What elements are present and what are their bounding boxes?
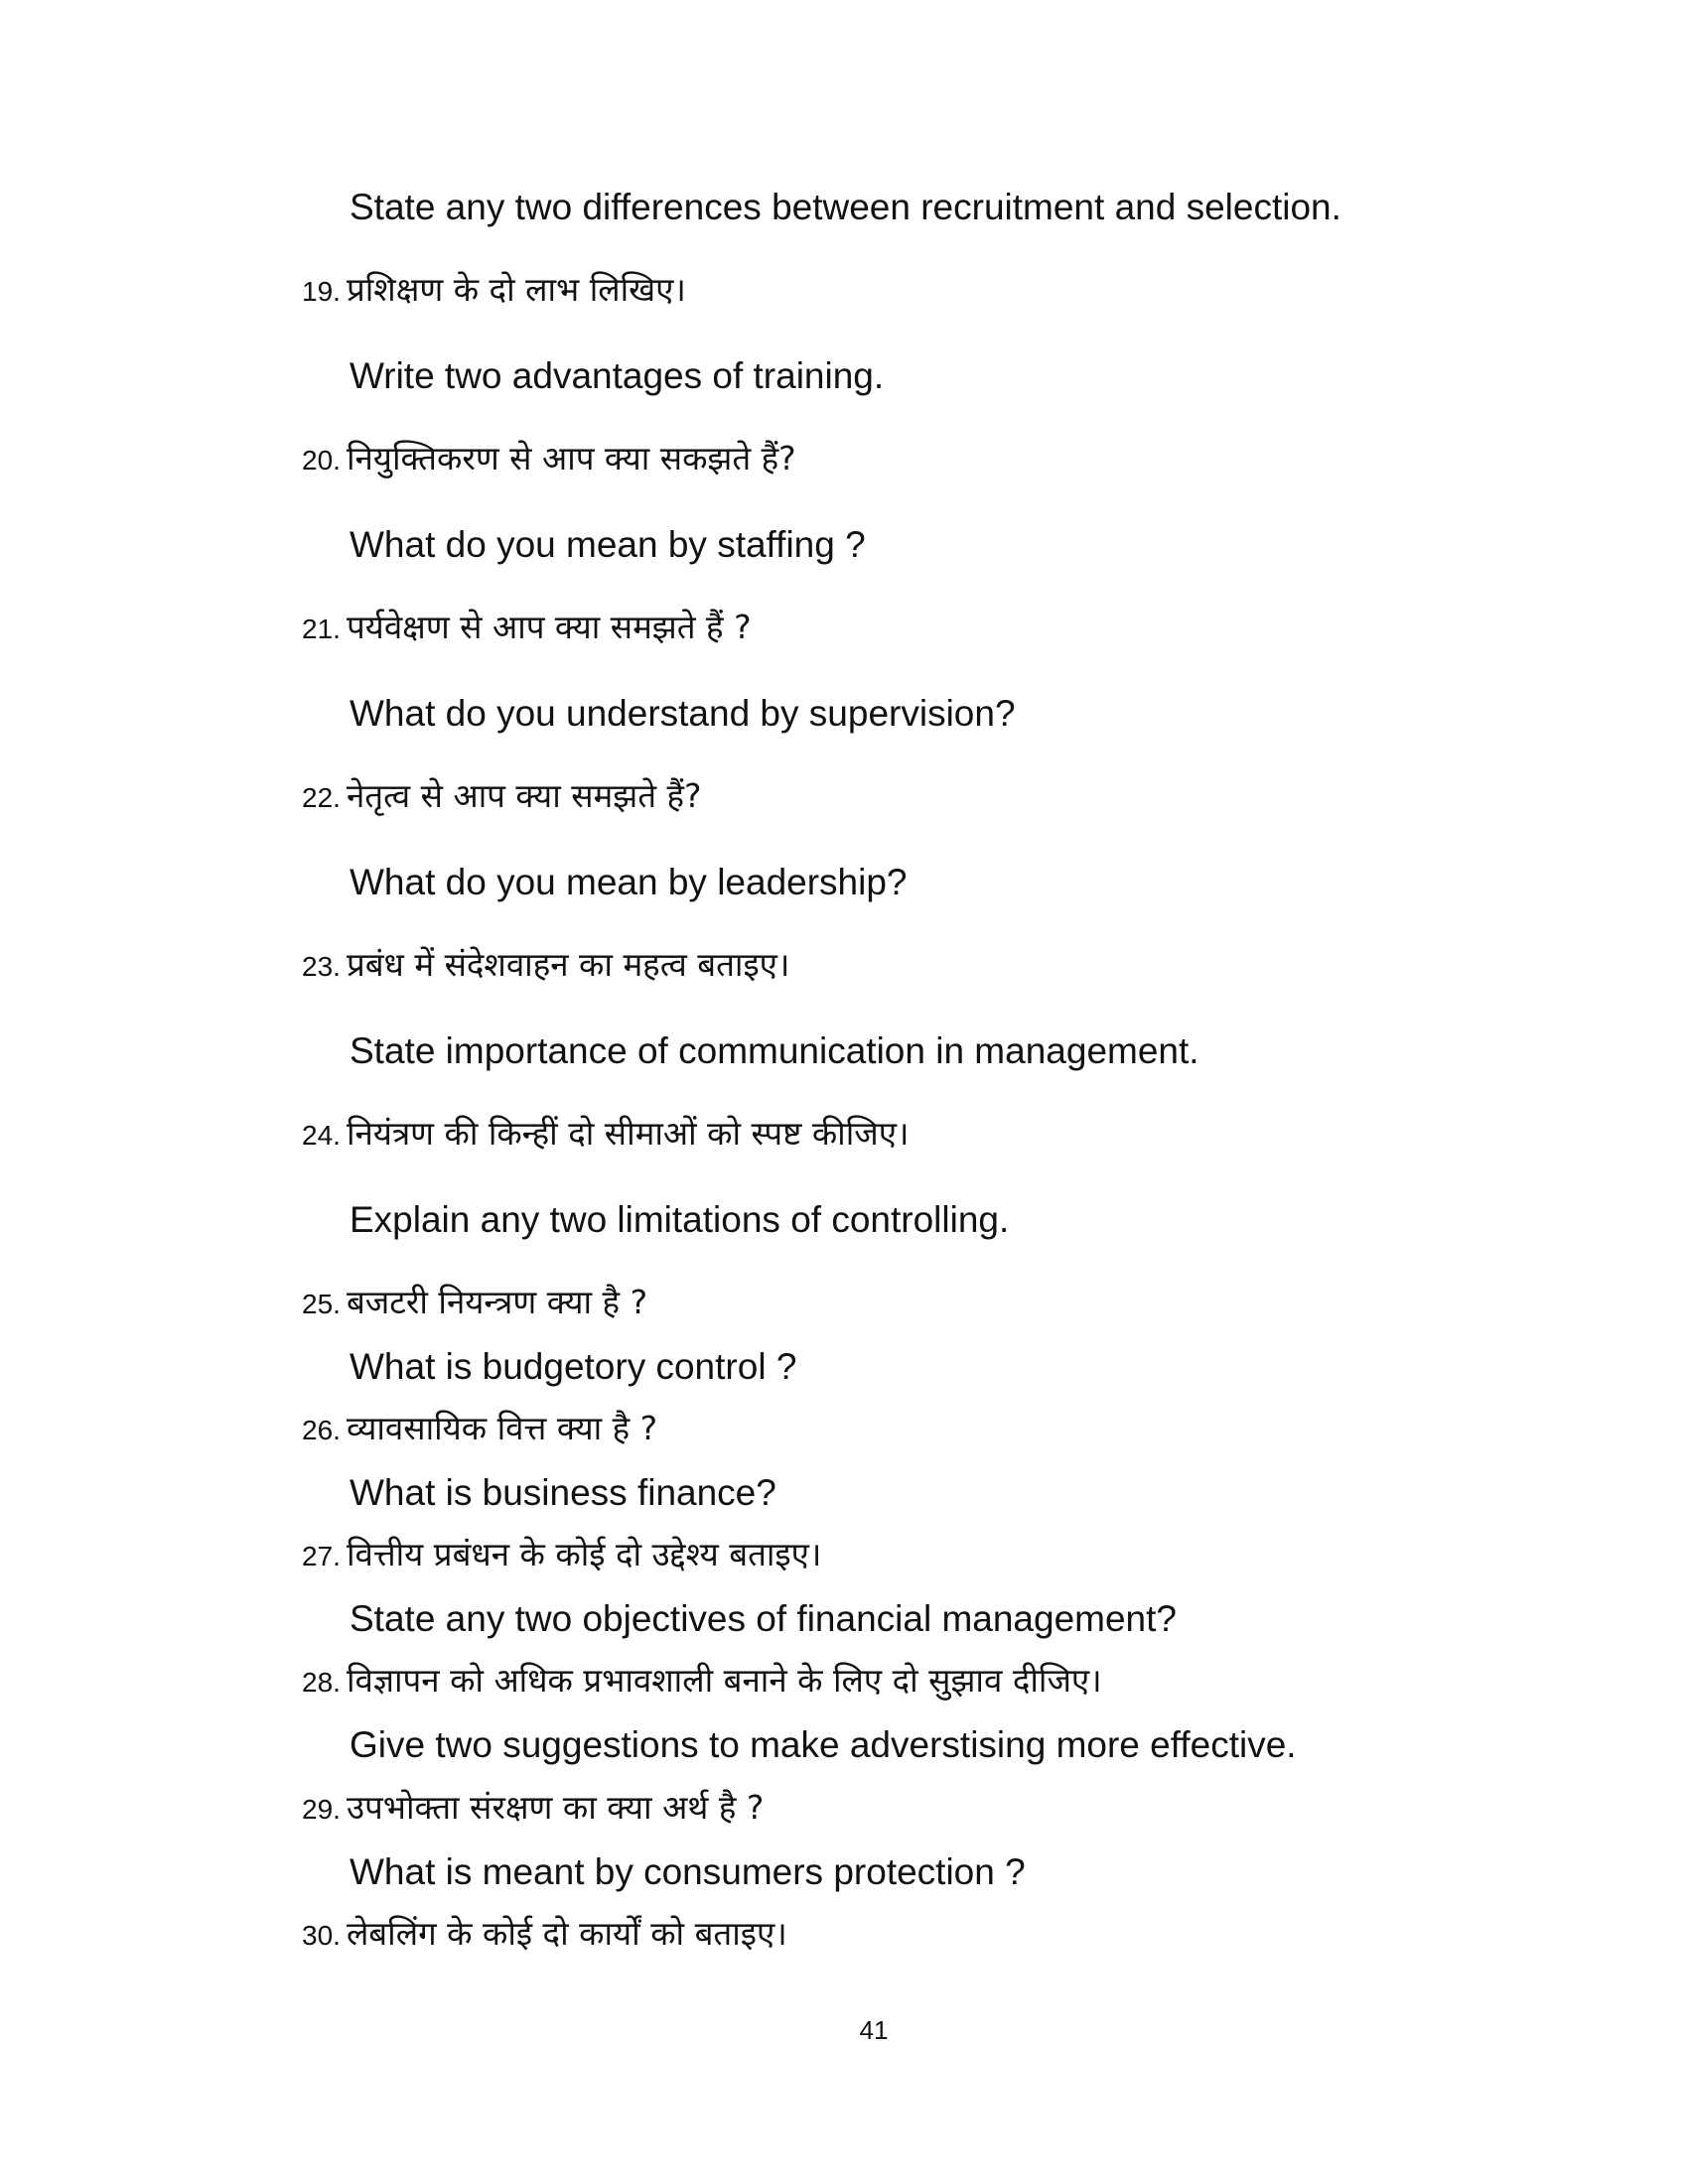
question-number: 24. <box>302 1120 341 1151</box>
question-23-english: State importance of communication in management. <box>350 1030 1199 1071</box>
hindi-text: लेबलिंग के कोई दो कार्यों को बताइए। <box>346 1914 787 1953</box>
question-24-english: Explain any two limitations of controlling. <box>350 1199 1010 1240</box>
question-26-hindi <box>302 1409 658 1447</box>
hindi-text: बजटरी नियन्त्रण क्या है ? <box>346 1283 648 1321</box>
question-25-hindi <box>302 1283 648 1321</box>
question-22-english: What do you mean by leadership? <box>350 862 908 902</box>
intro-english-question: State any two differences between recruitment and selection. <box>350 187 1341 227</box>
question-number: 22. <box>302 782 341 813</box>
question-28-hindi <box>302 1661 1102 1700</box>
question-29-hindi <box>302 1788 765 1827</box>
question-21-english: What do you understand by supervision? <box>350 693 1016 734</box>
hindi-text: नियुक्तिकरण से आप क्या सकझते हैं? <box>346 439 796 478</box>
question-number: 26. <box>302 1415 341 1445</box>
question-28-english: Give two suggestions to make adverstising more effective. <box>350 1724 1297 1765</box>
question-23-hindi <box>302 945 790 984</box>
question-29-english: What is meant by consumers protection ? <box>350 1851 1026 1892</box>
question-22-hindi <box>302 776 702 815</box>
question-number: 30. <box>302 1920 341 1951</box>
question-21-hindi <box>302 608 752 646</box>
question-19-hindi <box>302 270 686 309</box>
question-number: 27. <box>302 1541 341 1571</box>
question-number: 20. <box>302 445 341 476</box>
question-number: 19. <box>302 276 341 307</box>
hindi-text: पर्यवेक्षण से आप क्या समझते हैं ? <box>346 608 752 646</box>
question-24-hindi <box>302 1114 910 1153</box>
question-20-english: What do you mean by staffing ? <box>350 524 866 565</box>
question-20-hindi <box>302 439 796 478</box>
question-19-english: Write two advantages of training. <box>350 355 885 396</box>
question-number: 25. <box>302 1289 341 1319</box>
hindi-text: वित्तीय प्रबंधन के कोई दो उद्देश्य बताइए। <box>346 1535 822 1573</box>
question-26-english: What is business finance? <box>350 1472 776 1513</box>
hindi-text: विज्ञापन को अधिक प्रभावशाली बनाने के लिए दो सुझाव दीजिए। <box>346 1661 1102 1700</box>
question-27-hindi <box>302 1535 822 1573</box>
hindi-text: व्यावसायिक वित्त क्या है ? <box>346 1409 658 1447</box>
question-30-hindi <box>302 1914 787 1953</box>
hindi-text: प्रबंध में संदेशवाहन का महत्व बताइए। <box>346 945 790 984</box>
question-number: 28. <box>302 1667 341 1698</box>
hindi-text: उपभोक्ता संरक्षण का क्या अर्थ है ? <box>346 1788 765 1827</box>
question-number: 21. <box>302 614 341 644</box>
question-25-english: What is budgetory control ? <box>350 1346 797 1387</box>
hindi-text: नेतृत्व से आप क्या समझते हैं? <box>346 776 702 815</box>
question-number: 29. <box>302 1794 341 1825</box>
page-number: 41 <box>859 2015 889 2045</box>
question-27-english: State any two objectives of financial management? <box>350 1598 1177 1639</box>
hindi-text: प्रशिक्षण के दो लाभ लिखिए। <box>346 270 686 309</box>
question-number: 23. <box>302 951 341 982</box>
hindi-text: नियंत्रण की किन्हीं दो सीमाओं को स्पष्ट कीजिए। <box>346 1114 910 1153</box>
